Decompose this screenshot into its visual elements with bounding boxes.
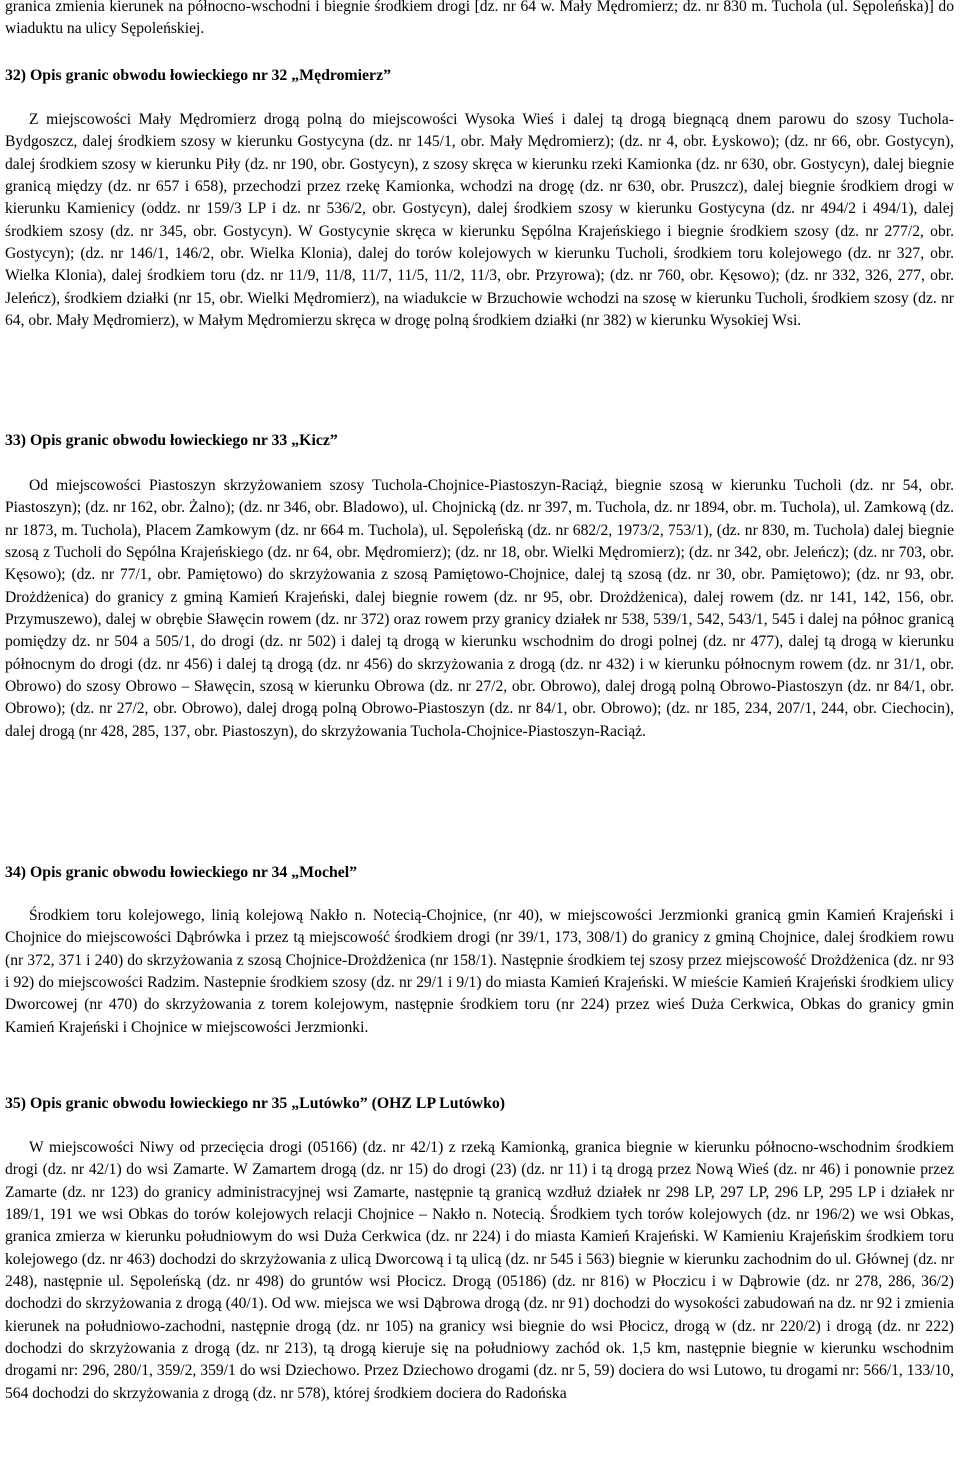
section-34-number: 34) xyxy=(5,864,27,881)
section-33-heading xyxy=(5,430,338,452)
section-34-heading xyxy=(5,862,357,884)
section-32-heading xyxy=(5,65,391,87)
section-34-body: Środkiem toru kolejowego, linią kolejową Nakło n. Notecią-Chojnice, (nr 40), w miejscowości Jerzmionki granicą gmin Kamień Krajeński i Chojnice do miejscowości Dąbrówka i przez tą miejscowość środkiem drogi (nr 39/1, 173, 308/1) do granicy z gminą Chojnice, dalej środkiem rowu (nr 372, 371 i 240) do skrzyżowania z szosą Chojnice-Drożdżenica (nr 158/1). Następnie środkiem tej szosy przez miejscowość Drożdżenica (dz. nr 93 i 92) do miejscowości Radzim. Nastepnie środkiem szosy (dz. nr 29/1 i 9/1) do miasta Kamień Krajeński. W mieście Kamień Krajeński środkiem ulicy Dworcowej (nr 470) do skrzyżowania z torem kolejowym, następnie środkiem toru (nr 224) przez wieś Duża Cerkwica, Obkas do granicy gmin Kamień Krajeński i Chojnice w miejscowości Jerzmionki. xyxy=(5,907,954,1036)
section-32-body: Z miejscowości Mały Mędromierz drogą polną do miejscowości Wysoka Wieś i dalej tą drogą biegnącą dnem parowu do szosy Tuchola-Bydgoszcz, dalej środkiem szosy w kierunku Gostycyna (dz. nr 145/1, obr. Mały Mędromierz); (dz. nr 4, obr. Łyskowo); (dz. nr 66, obr. Gostycyn), dalej środkiem szosy w kierunku Piły (dz. nr 190, obr. Gostycyn), z szosy skręca w kierunku rzeki Kamionka (dz. nr 630, obr. Gostycyn), dalej biegnie granicą między (dz. nr 657 i 658), przechodzi przez rzekę Kamionka, wchodzi na drogę (dz. nr 630, obr. Pruszcz), dalej biegnie środkiem drogi w kierunku Kamienicy (oddz. nr 159/3 LP i dz. nr 536/2, obr. Gostycyn), dalej środkiem szosy w kierunku Gostycyna (dz. nr 494/2 i 494/1), dalej środkiem szosy (dz. nr 345, obr. Gostycyn). W Gostycynie skręca w kierunku Sępólna Krajeńskiego i biegnie środkiem szosy (dz. nr 277/2, obr. Gostycyn); (dz. nr 146/1, 146/2, obr. Wielka Klonia), dalej do torów kolejowych w kierunku Tucholi, środkiem toru kolejowego (dz. nr 327, obr. Wielka Klonia), dalej środkiem toru (dz. nr 11/9, 11/8, 11/7, 11/5, 11/2, 11/3, obr. Przyrowa); (dz. nr 760, obr. Kęsowo); (dz. nr 332, 326, 277, obr. Jeleńcz), środkiem działki (nr 15, obr. Wielki Mędromierz), na wiadukcie w Brzuchowie wchodzi na szosę w kierunku Tucholi, środkiem szosy (dz. nr 64, obr. Mały Mędromierz), w Małym Mędromierzu skręca w drogę polną środkiem działki (nr 382) w kierunku Wysokiej Wsi. xyxy=(5,111,954,330)
section-35-number: 35) xyxy=(5,1095,27,1112)
intro-paragraph: granica zmienia kierunek na północno-wschodni i biegnie środkiem drogi [dz. nr 64 w. Mały Mędromierz; dz. nr 830 m. Tuchola (ul. Sępoleńska)] do wiaduktu na ulicy Sępoleńskiej. xyxy=(5,0,954,38)
section-35-title: Opis granic obwodu łowieckiego nr 35 „Lutówko” (OHZ LP Lutówko) xyxy=(30,1095,506,1112)
section-34-title: Opis granic obwodu łowieckiego nr 34 „Mochel” xyxy=(30,864,358,881)
section-32-number: 32) xyxy=(5,67,27,84)
section-33-number: 33) xyxy=(5,432,27,449)
section-35-body: W miejscowości Niwy od przecięcia drogi (05166) (dz. nr 42/1) z rzeką Kamionką, granica biegnie w kierunku północno-wschodnim środkiem drogi (dz. nr 42/1) do wsi Zamarte. W Zamartem drogą (dz. nr 15) do drogi (23) (dz. nr 11) i tą drogą przez Nową Wieś (dz. nr 46) i ponownie przez Zamarte (dz. nr 123) do granicy administracyjnej wsi Zamarte, następnie tą granicą wzdłuż działek nr 298 LP, 297 LP, 296 LP, 295 LP i działek nr 189/1, 191 we wsi Obkas do torów kolejowych relacji Chojnice – Nakło n. Notecią. Środkiem tych torów kolejowych (dz. nr 196/2) we wsi Obkas, granica zmierza w kierunku południowym do wsi Duża Cerkwica (dz. nr 224) i do miasta Kamień Krajeński. W Kamieniu Krajeńskim środkiem toru kolejowego (dz. nr 463) dochodzi do skrzyżowania z ulicą Dworcową i tą ulicą (dz. nr 545 i 563) biegnie w kierunku zachodnim do ul. Głównej (dz. nr 248), następnie ul. Sępoleńską (dz. nr 498) do gruntów wsi Płocicz. Drogą (05186) (dz. nr 816) w Płoczicu i w Dąbrowie (dz. nr 278, 286, 36/2) dochodzi do skrzyżowania z drogą (40/1). Od ww. miejsca we wsi Dąbrowa drogą (dz. nr 91) dochodzi do wysokości zabudowań na dz. nr 92 i zmienia kierunek na południowo-zachodni, następnie drogą (dz. nr 105) na granicy wsi biegnie do wsi Płocicz, drogą w (dz. nr 220/2) i drogą (dz. nr 222) dochodzi do skrzyżowania z drogą (dz. nr 213), tą drogą kieruje się na południowy zachód ok. 1,5 km, następnie biegnie w kierunku wschodnim drogami nr: 296, 280/1, 359/2, 359/1 do wsi Dziechowo. Przez Dziechowo drogami (dz. nr 5, 59) dociera do wsi Lutowo, tu drogami nr: 566/1, 133/10, 564 dochodzi do skrzyżowania z drogą (dz. nr 578), której środkiem dociera do Radońska xyxy=(5,1139,954,1402)
section-33-title: Opis granic obwodu łowieckiego nr 33 „Kicz” xyxy=(30,432,338,449)
section-35-heading xyxy=(5,1093,505,1115)
section-33-body: Od miejscowości Piastoszyn skrzyżowaniem szosy Tuchola-Chojnice-Piastoszyn-Raciąż, biegnie szosą w kierunku Tucholi (dz. nr 54, obr. Piastoszyn); (dz. nr 162, obr. Żalno); (dz. nr 346, obr. Bladowo), ul. Chojnicką (dz. nr 397, m. Tuchola, dz. nr 1894, obr. m. Tuchola), ul. Zamkową (dz. nr 1873, m. Tuchola), Placem Zamkowym (dz. nr 664 m. Tuchola), ul. Sępoleńską (dz. nr 682/2, 1973/2, 753/1), (dz. nr 830, m. Tuchola) dalej biegnie szosą z Tucholi do Sępólna Krajeńskiego (dz. nr 64, obr. Mędromierz); (dz. nr 18, obr. Wielki Mędromierz); (dz. nr 342, obr. Jeleńcz); (dz. nr 703, obr. Kęsowo); (dz. nr 77/1, obr. Pamiętowo) do skrzyżowania z szosą Pamiętowo-Chojnice, dalej tą szosą (dz. nr 30, obr. Pamiętowo); (dz. nr 93, obr. Drożdżenica) do granicy z gminą Kamień Krajeński, dalej biegnie rowem (dz. nr 95, obr. Drożdżenica), dalej rowem (dz. nr 141, 142, 156, obr. Przymuszewo), dalej w obrębie Sławęcin rowem (dz. nr 372) oraz rowem przy granicy działek nr 538, 539/1, 542, 543/1, 545 i dalej na północ granicą pomiędzy dz. nr 504 a 505/1, do drogi (dz. nr 502) i dalej tą drogą w kierunku wschodnim do drogi polnej (dz. nr 477), dalej tą drogą w kierunku północnym do drogi (dz. nr 456) i dalej tą drogą (dz. nr 456) do skrzyżowania z drogą (dz. nr 432) i w kierunku północnym rowem (dz. nr 31/1, obr. Obrowo) do szosy Obrowo – Sławęcin, szosą w kierunku Obrowa (dz. nr 27/2, obr. Obrowo), dalej drogą polną Obrowo-Piastoszyn (dz. nr 84/1, obr. Obrowo); (dz. nr 27/2, obr. Obrowo), dalej drogą polną Obrowo-Piastoszyn (dz. nr 84/1, obr. Obrowo); (dz. nr 185, 234, 207/1, 244, obr. Ciechocin), dalej drogą (nr 428, 285, 137, obr. Piastoszyn), do skrzyżowania Tuchola-Chojnice-Piastoszyn-Raciąż. xyxy=(5,477,954,740)
section-32-title: Opis granic obwodu łowieckiego nr 32 „Mędromierz” xyxy=(30,67,391,84)
